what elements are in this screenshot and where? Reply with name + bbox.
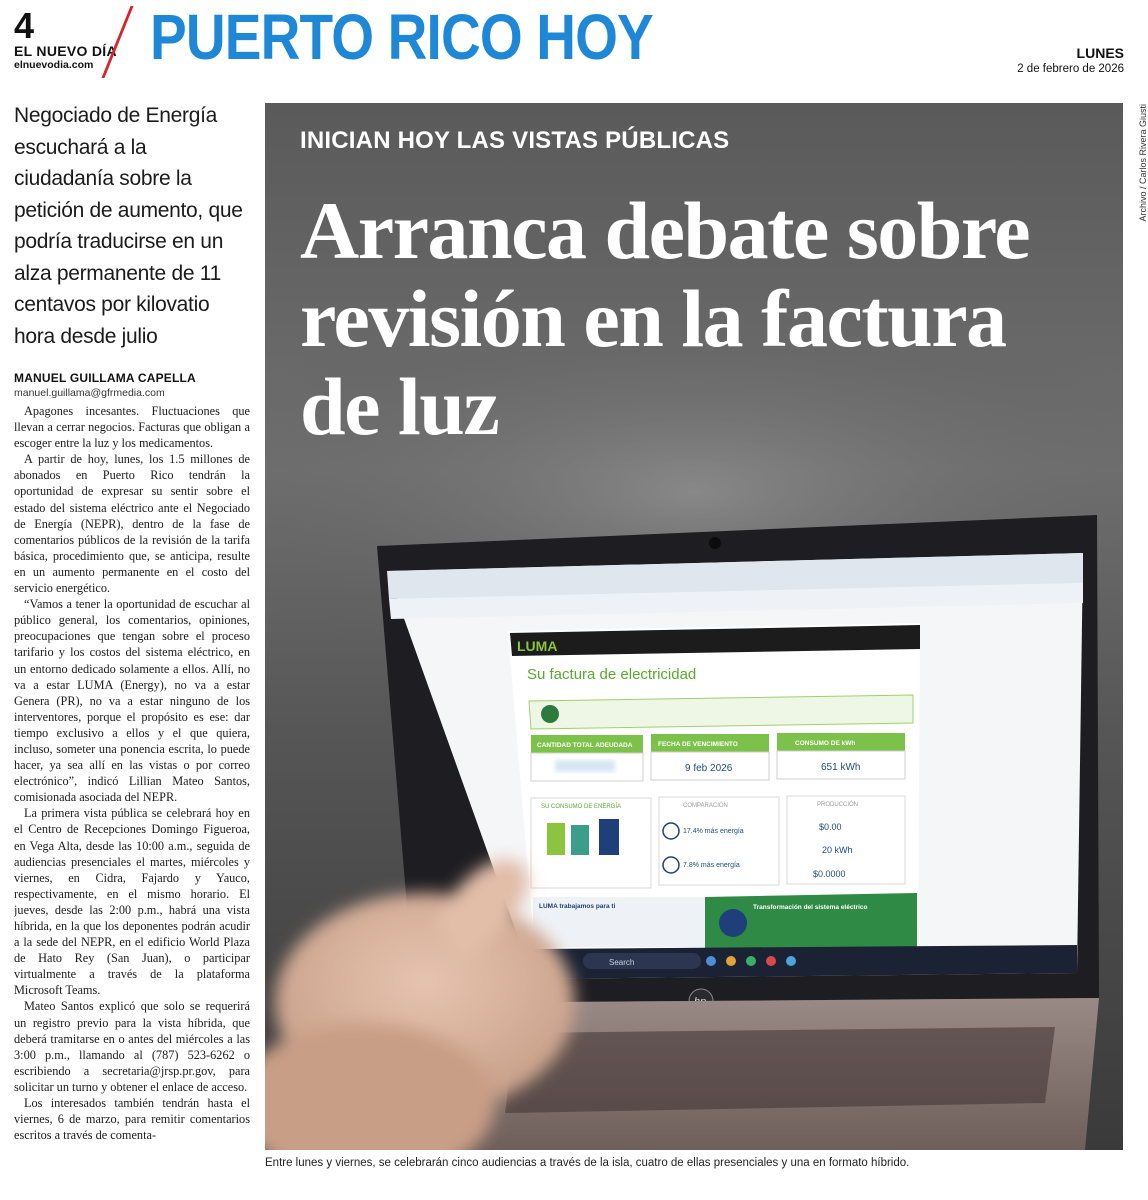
screen-brand: LUMA <box>517 638 558 654</box>
issue-day: LUNES <box>1076 45 1124 61</box>
screen-panel-consumption: SU CONSUMO DE ENERGÍA <box>541 804 622 810</box>
photo-kicker: INICIAN HOY LAS VISTAS PÚBLICAS <box>300 127 730 154</box>
screen-box-due-label: FECHA DE VENCIMIENTO <box>658 741 738 748</box>
screen-footer-right: Transformación del sistema eléctrico <box>753 904 868 911</box>
author-byline: MANUEL GUILLAMA CAPELLA <box>14 371 196 385</box>
article-paragraph: Apagones incesantes. Fluctuaciones que llevan a cerrar negocios. Facturas que obligan a escoger entre la luz y los medicamentos. <box>14 404 250 451</box>
page-number: 4 <box>14 5 35 46</box>
screen-production-2: 20 kWh <box>822 845 853 855</box>
photo-credit <box>1127 104 1148 224</box>
newspaper-website: elnuevodia.com <box>14 59 94 71</box>
article-headline: Arranca debate sobre revisión en la factura de luz <box>300 185 1030 452</box>
issue-date: 2 de febrero de 2026 <box>1017 63 1124 75</box>
photo-credit-text: Archivo / Carlos Rivera Giusti <box>1138 104 1148 222</box>
screen-production-3: $0.0000 <box>813 869 846 879</box>
screen-comparison-2: 7.8% más energía <box>683 862 740 869</box>
screen-production-1: $0.00 <box>819 822 842 832</box>
photo-caption: Entre lunes y viernes, se celebrarán cinco audiencias a través de la isla, cuatro de ellas presenciales y una en formato híbrido. <box>265 1157 910 1169</box>
screen-comparison-1: 17.4% más energía <box>683 828 744 835</box>
article-deck: Negociado de Energía escuchará a la ciudadanía sobre la petición de aumento, que podría traducirse en un alza permanente de 11 centavos por kilovatio hora desde julio <box>14 104 243 348</box>
screen-bill-title: Su factura de electricidad <box>527 666 697 683</box>
screen-due-date: 9 feb 2026 <box>685 763 733 774</box>
section-title: PUERTO RICO HOY <box>150 1 653 73</box>
article-paragraph: Mateo Santos explicó que solo se requerirá un registro previo para la vista híbrida, que deberá tramitarse en o antes del miércoles a las 3:00 p.m., llamando al (787) 523-6262 o escribiendo a secretaria@jrsp.pr.gov, para solicitar un turno y obtener el enlace de acceso. <box>14 999 250 1094</box>
article-paragraph: “Vamos a tener la oportunidad de escuchar al público general, los comentarios, opiniones, preocupaciones que tengan sobre el proceso tarifario y los costos del sistema eléctrico, en un entorno dedicado solamente a ellos. Allí, no va a estar LUMA (Energy), no va a estar Genera (PR), no va a estar ninguno de los interventores, porque el propósito es ese: dar tiempo exclusivo a ellos y el que quiera, incluso, someter una ponencia escrita, lo puede hacer, ya sea allí en las vistas o por correo electrónico”, indicó Lillian Mateo Santos, comisionada asociada del NEPR. <box>14 597 250 805</box>
newspaper-name: EL NUEVO DÍA <box>14 43 117 59</box>
author-email: manuel.guillama@gfrmedia.com <box>14 387 165 399</box>
screen-box-total-label: CANTIDAD TOTAL ADEUDADA <box>537 742 633 749</box>
article-paragraph: A partir de hoy, lunes, los 1.5 millones de abonados en Puerto Rico tendrán la oportunidad de expresar su sentir sobre el estado del sistema eléctrico ante el Negociado de Energía (NEPR), dentro de la fase de comentarios públicos de la revisión de la tarifa básica, procedimiento que, se anticipa, resulte en un aumento permanente en el costo del servicio energético. <box>14 452 250 596</box>
header-divider-slash <box>101 6 133 78</box>
screen-box-kwh-label: CONSUMO DE kWh <box>795 740 856 747</box>
screen-panel-comparison: COMPARACIÓN <box>683 803 728 809</box>
screen-footer-left: LUMA trabajamos para ti <box>539 903 616 910</box>
screen-panel-production: PRODUCCIÓN <box>817 802 859 808</box>
article-body <box>14 403 250 1173</box>
screen-taskbar-search: Search <box>609 958 635 967</box>
lead-photo <box>265 103 1123 1150</box>
article-paragraph: La primera vista pública se celebrará hoy en el Centro de Recepciones Domingo Figueroa, en Vega Alta, desde las 10:00 a.m., seguida de audiencias presenciales el martes, miércoles y viernes, en Cidra, Fajardo y Yauco, respectivamente, en el mismo horario. El jueves, desde las 2:00 p.m., habrá una vista híbrida, en la que los deponentes podrán acudir a la sede del NEPR, en el edificio World Plaza de Hato Rey (San Juan), o participar virtualmente a través de la plataforma Microsoft Teams. <box>14 806 250 998</box>
screen-kwh-value: 651 kWh <box>821 762 861 773</box>
article-paragraph: Los interesados también tendrán hasta el viernes, 6 de marzo, para remitir comentarios escritos a través de comenta- <box>14 1096 250 1143</box>
